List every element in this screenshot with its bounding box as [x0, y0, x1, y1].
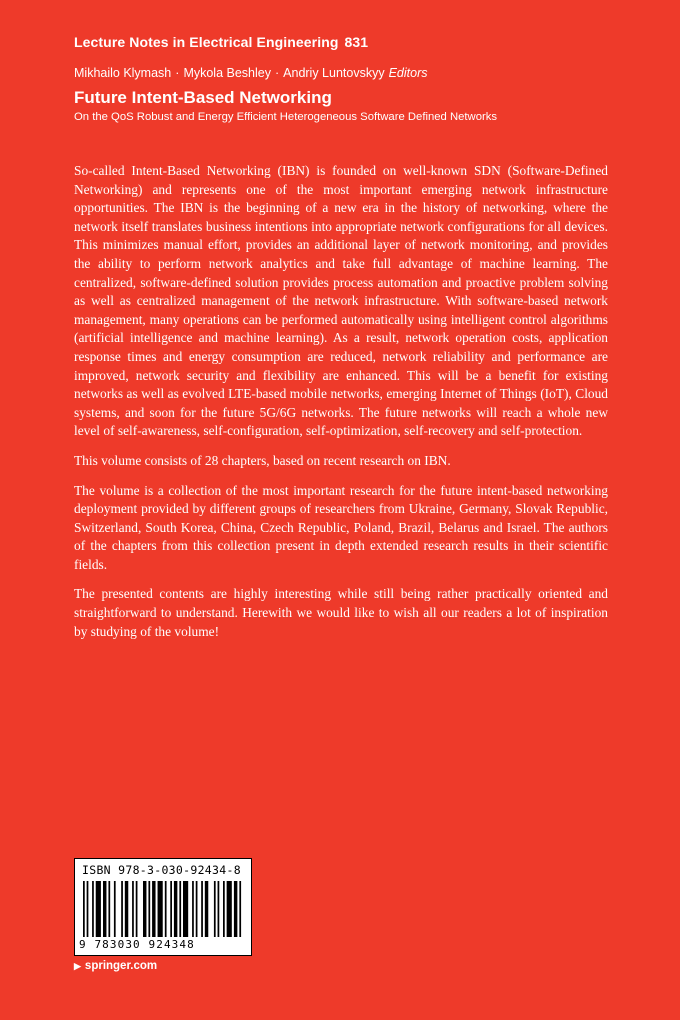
- barcode-bar: [136, 881, 138, 937]
- barcode-bar: [179, 881, 181, 937]
- blurb-paragraph: So-called Intent-Based Networking (IBN) is founded on well-known SDN (Software-Defined Networking) and represents one of the most important emerging network infrastructure opportunities. The IBN is the beginning of a new era in the history of networking, where the network itself translates business intentions into appropriate network configurations for all devices. This minimizes manual effort, provides an additional layer of network monitoring, and provides the ability to perform network analytics and take full advantage of machine learning. The centralized, software-defined solution provides process automation and proactive problem solving as well as centralized management of the network infrastructure. With software-based network management, many operations can be performed automatically using intelligent control algorithms (artificial intelligence and machine learning). As a result, network operation costs, application response times and energy consumption are reduced, network reliability and performance are improved, network security and flexibility are enhanced. This will be a benefit for existing networks as well as evolved LTE-based mobile networks, emerging Internet of Things (IoT), Cloud systems, and soon for the future 5G/6G networks. The future networks will reach a whole new level of self-awareness, self-configuration, self-optimization, self-recovery and self-protection.: [74, 163, 608, 439]
- barcode-bar: [125, 881, 128, 937]
- barcode-bar: [103, 881, 106, 937]
- barcode-bar: [174, 881, 177, 937]
- barcode-bar: [114, 881, 116, 937]
- isbn-text: ISBN 978-3-030-92434-8: [82, 863, 241, 877]
- barcode-bar: [183, 881, 188, 937]
- series-volume: 831: [344, 34, 369, 50]
- publisher-link[interactable]: [74, 960, 157, 972]
- blurb-paragraph: The volume is a collection of the most important research for the future intent-based networking deployment provided by different groups of researchers from Ukraine, Germany, Slovak Republic, Switzerland, South Korea, China, Czech Republic, Poland, Brazil, Belarus and Israel. The authors of the chapters from this collection present in depth extended research results in their scientific fields.: [74, 482, 608, 572]
- barcode-bar: [201, 881, 203, 937]
- barcode-bar: [96, 881, 101, 937]
- series-name: Lecture Notes in Electrical Engineering: [74, 34, 339, 50]
- barcode-bar: [143, 881, 146, 937]
- back-cover-blurb: [74, 162, 608, 652]
- ean-digits: 9 783030 924348: [79, 938, 195, 951]
- barcode-bar: [83, 881, 85, 937]
- barcode-bar: [152, 881, 155, 937]
- blurb-paragraph: This volume consists of 28 chapters, based on recent research on IBN.: [74, 452, 451, 468]
- barcode-bar: [121, 881, 123, 937]
- cover-header: [74, 34, 634, 123]
- barcode-bar: [214, 881, 216, 937]
- editor-separator: ·: [175, 66, 180, 80]
- editor-name: Mikhailo Klymash: [74, 66, 172, 80]
- book-subtitle: On the QoS Robust and Energy Efficient Heterogeneous Software Defined Networks: [74, 111, 498, 123]
- editors-line: [74, 66, 634, 84]
- barcode-bar: [196, 881, 198, 937]
- barcode-bar: [192, 881, 194, 937]
- right-triangle-icon: ▶: [74, 961, 81, 971]
- barcode-bars: [83, 881, 243, 937]
- barcode-bar: [165, 881, 167, 937]
- editor-name: Andriy Luntovskyy: [283, 66, 385, 80]
- blurb-paragraph: The presented contents are highly interesting while still being rather practically oriented and straightforward to understand. Herewith we would like to wish all our readers a lot of inspiration by studying of the volume!: [74, 586, 608, 639]
- barcode-bar: [170, 881, 172, 937]
- barcode-bar: [87, 881, 89, 937]
- series-line: [74, 34, 634, 54]
- barcode-bar: [158, 881, 163, 937]
- book-title: Future Intent-Based Networking: [74, 88, 332, 107]
- editors-role: Editors: [388, 66, 428, 80]
- barcode-bar: [218, 881, 220, 937]
- barcode-bar: [108, 881, 110, 937]
- isbn-barcode: [74, 858, 252, 956]
- editor-name: Mykola Beshley: [183, 66, 271, 80]
- barcode-bar: [227, 881, 232, 937]
- barcode-bar: [234, 881, 237, 937]
- barcode-bar: [205, 881, 208, 937]
- barcode-bar: [239, 881, 241, 937]
- publisher-url: springer.com: [84, 960, 158, 972]
- barcode-bar: [132, 881, 134, 937]
- barcode-bar: [223, 881, 225, 937]
- editor-separator: ·: [274, 66, 280, 80]
- barcode-bar: [148, 881, 150, 937]
- barcode-bar: [92, 881, 94, 937]
